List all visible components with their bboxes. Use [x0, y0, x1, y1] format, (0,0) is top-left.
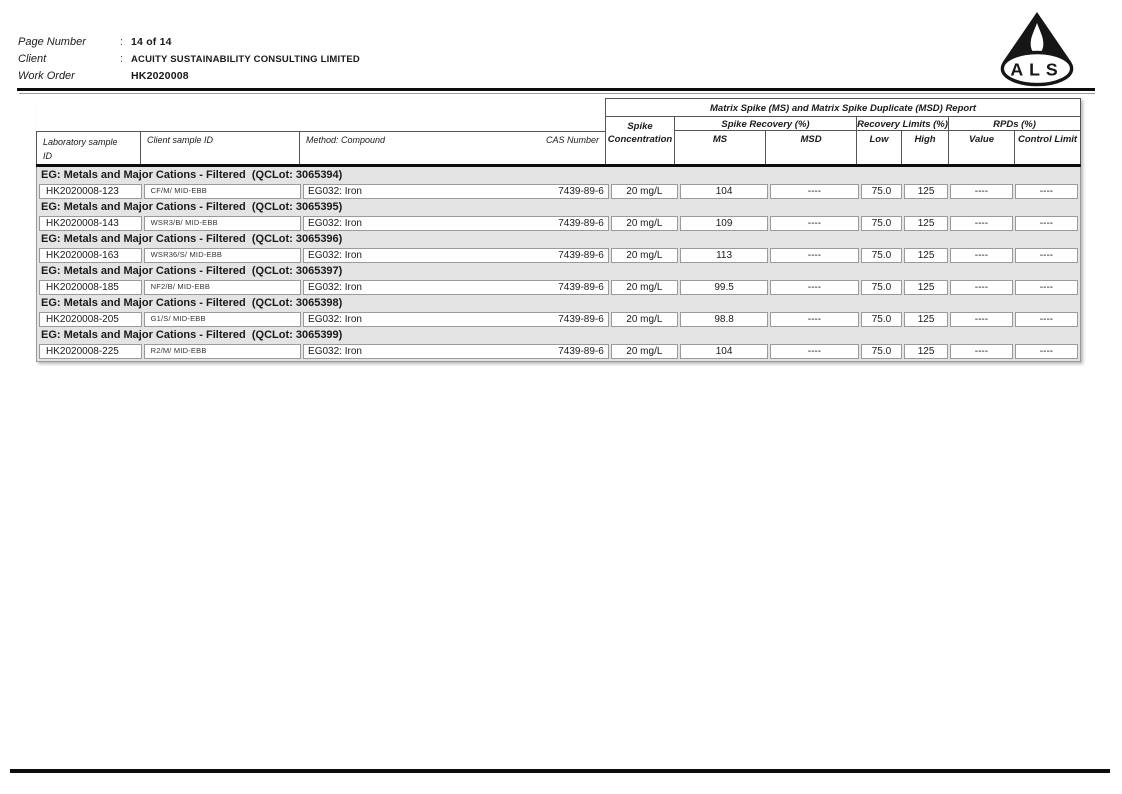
cell-client-sample-id: WSR3/B/ MID-EBB	[144, 216, 301, 231]
report-title: Matrix Spike (MS) and Matrix Spike Duplicate (MSD) Report	[605, 98, 1081, 117]
cell-method-compound: EG032: Iron	[308, 314, 362, 325]
cell-rpd-value: ----	[950, 184, 1013, 199]
client-label: Client	[18, 53, 47, 65]
cell-method-compound: EG032: Iron	[308, 346, 362, 357]
cell-method-cas	[303, 216, 609, 231]
column-header-msd: MSD	[766, 131, 857, 164]
cell-recovery-limit-high: 125	[904, 184, 948, 199]
cell-laboratory-sample-id: HK2020008-225	[39, 344, 142, 359]
page-number-row	[18, 36, 638, 53]
column-header-method-cas	[300, 131, 605, 164]
qc-report-table	[36, 98, 1081, 362]
work-order-value: HK2020008	[131, 70, 189, 82]
column-header-recovery-limits: Recovery Limits (%)	[857, 119, 948, 130]
cell-msd-recovery: ----	[770, 248, 858, 263]
laboratory-sample-id-line2: ID	[43, 151, 52, 161]
cell-ms-recovery: 98.8	[680, 312, 768, 327]
qc-group-header-row	[39, 329, 1078, 342]
page-header	[18, 36, 638, 87]
cell-rpd-control-limit: ----	[1015, 216, 1078, 231]
cell-spike-concentration: 20 mg/L	[611, 280, 678, 295]
cell-cas-number: 7439-89-6	[558, 346, 604, 357]
cell-recovery-limit-high: 125	[904, 280, 948, 295]
page-number-value: 14 of 14	[131, 36, 172, 48]
cell-recovery-limit-high: 125	[904, 248, 948, 263]
cell-method-compound: EG032: Iron	[308, 282, 362, 293]
cell-rpd-control-limit: ----	[1015, 344, 1078, 359]
column-header-ms: MS	[675, 131, 766, 164]
cell-rpd-value: ----	[950, 312, 1013, 327]
cell-ms-recovery: 109	[680, 216, 768, 231]
cell-msd-recovery: ----	[770, 216, 858, 231]
cell-ms-recovery: 113	[680, 248, 768, 263]
column-header-laboratory-sample-id	[36, 131, 141, 164]
cell-recovery-limit-high: 125	[904, 312, 948, 327]
cell-cas-number: 7439-89-6	[558, 186, 604, 197]
table-row	[39, 344, 1078, 359]
column-header-value: Value	[949, 131, 1015, 164]
column-header-spike-recovery: Spike Recovery (%)	[675, 117, 857, 131]
header-rule-shadow	[19, 93, 1095, 94]
cell-recovery-limit-low: 75.0	[861, 216, 903, 231]
qc-group-title: EG: Metals and Major Cations - Filtered (QCLot: 3065399)	[41, 329, 343, 341]
qc-group-title: EG: Metals and Major Cations - Filtered (QCLot: 3065394)	[41, 169, 343, 181]
cell-ms-recovery: 104	[680, 344, 768, 359]
cell-rpd-value: ----	[950, 280, 1013, 295]
cell-method-cas	[303, 280, 609, 295]
cell-method-cas	[303, 248, 609, 263]
cell-spike-concentration: 20 mg/L	[611, 344, 678, 359]
cell-recovery-limit-low: 75.0	[861, 312, 903, 327]
column-header-spike-concentration	[605, 117, 675, 164]
cell-spike-concentration: 20 mg/L	[611, 184, 678, 199]
cell-laboratory-sample-id: HK2020008-163	[39, 248, 142, 263]
qc-group-title: EG: Metals and Major Cations - Filtered (QCLot: 3065396)	[41, 233, 343, 245]
cell-rpd-control-limit: ----	[1015, 312, 1078, 327]
cell-laboratory-sample-id: HK2020008-123	[39, 184, 142, 199]
client-separator: :	[120, 53, 124, 65]
cell-recovery-limit-low: 75.0	[861, 344, 903, 359]
cell-cas-number: 7439-89-6	[558, 218, 604, 229]
header-rule	[17, 88, 1095, 91]
cell-cas-number: 7439-89-6	[558, 314, 604, 325]
cell-client-sample-id: R2/M/ MID-EBB	[144, 344, 301, 359]
cell-method-cas	[303, 344, 609, 359]
cell-rpd-value: ----	[950, 344, 1013, 359]
qc-group-header-row	[39, 297, 1078, 310]
cell-msd-recovery: ----	[770, 280, 858, 295]
cell-rpd-value: ----	[950, 216, 1013, 231]
qc-group-title: EG: Metals and Major Cations - Filtered (QCLot: 3065395)	[41, 201, 343, 213]
table-header	[36, 98, 1081, 164]
table-row	[39, 184, 1078, 199]
cell-method-cas	[303, 312, 609, 327]
table-row	[39, 280, 1078, 295]
cell-laboratory-sample-id: HK2020008-143	[39, 216, 142, 231]
table-row	[39, 312, 1078, 327]
cell-method-compound: EG032: Iron	[308, 218, 362, 229]
cell-msd-recovery: ----	[770, 184, 858, 199]
cell-method-cas	[303, 184, 609, 199]
cell-cas-number: 7439-89-6	[558, 282, 604, 293]
column-header-rpds: RPDs (%)	[949, 117, 1081, 131]
cell-spike-concentration: 20 mg/L	[611, 216, 678, 231]
column-header-control-limit: Control Limit	[1015, 131, 1081, 164]
cell-method-compound: EG032: Iron	[308, 250, 362, 261]
cell-ms-recovery: 104	[680, 184, 768, 199]
cell-laboratory-sample-id: HK2020008-185	[39, 280, 142, 295]
column-header-cas-number: CAS Number	[545, 135, 599, 145]
laboratory-sample-id-line1: Laboratory sample	[43, 137, 118, 147]
cell-client-sample-id: WSR36/S/ MID-EBB	[144, 248, 301, 263]
cell-recovery-limit-low: 75.0	[861, 184, 903, 199]
cell-cas-number: 7439-89-6	[558, 250, 604, 261]
qc-group-header-row	[39, 169, 1078, 182]
table-body	[36, 167, 1081, 362]
cell-spike-concentration: 20 mg/L	[611, 312, 678, 327]
spike-concentration-line2: Concentration	[607, 134, 673, 145]
cell-msd-recovery: ----	[770, 344, 858, 359]
footer-rule	[10, 769, 1110, 773]
qc-group-title: EG: Metals and Major Cations - Filtered (QCLot: 3065398)	[41, 297, 343, 309]
cell-msd-recovery: ----	[770, 312, 858, 327]
client-value: ACUITY SUSTAINABILITY CONSULTING LIMITED	[131, 54, 360, 65]
als-logo	[993, 12, 1081, 88]
cell-client-sample-id: CF/M/ MID-EBB	[144, 184, 301, 199]
column-header-client-sample-id: Client sample ID	[141, 131, 300, 164]
cell-client-sample-id: NF2/B/ MID-EBB	[144, 280, 301, 295]
column-header-high: High	[902, 131, 949, 164]
cell-recovery-limit-high: 125	[904, 344, 948, 359]
work-order-row	[18, 70, 638, 87]
als-logo-text: ALS	[1010, 59, 1064, 80]
cell-rpd-control-limit: ----	[1015, 280, 1078, 295]
work-order-label: Work Order	[18, 70, 75, 82]
qc-group-header-row	[39, 233, 1078, 246]
column-header-low: Low	[857, 131, 902, 164]
page-number-label: Page Number	[18, 36, 86, 48]
cell-spike-concentration: 20 mg/L	[611, 248, 678, 263]
qc-group-header-row	[39, 265, 1078, 278]
cell-ms-recovery: 99.5	[680, 280, 768, 295]
spike-concentration-line1: Spike	[627, 121, 653, 132]
column-header-method-compound: Method: Compound	[306, 135, 386, 145]
als-logo-icon	[993, 12, 1081, 88]
cell-laboratory-sample-id: HK2020008-205	[39, 312, 142, 327]
client-row	[18, 53, 638, 70]
cell-recovery-limit-high: 125	[904, 216, 948, 231]
cell-recovery-limit-low: 75.0	[861, 248, 903, 263]
cell-recovery-limit-low: 75.0	[861, 280, 903, 295]
page-number-separator: :	[120, 36, 124, 48]
cell-rpd-control-limit: ----	[1015, 184, 1078, 199]
qc-group-header-row	[39, 201, 1078, 214]
cell-rpd-control-limit: ----	[1015, 248, 1078, 263]
cell-method-compound: EG032: Iron	[308, 186, 362, 197]
cell-client-sample-id: G1/S/ MID-EBB	[144, 312, 301, 327]
qc-group-title: EG: Metals and Major Cations - Filtered (QCLot: 3065397)	[41, 265, 343, 277]
cell-rpd-value: ----	[950, 248, 1013, 263]
table-row	[39, 216, 1078, 231]
table-row	[39, 248, 1078, 263]
